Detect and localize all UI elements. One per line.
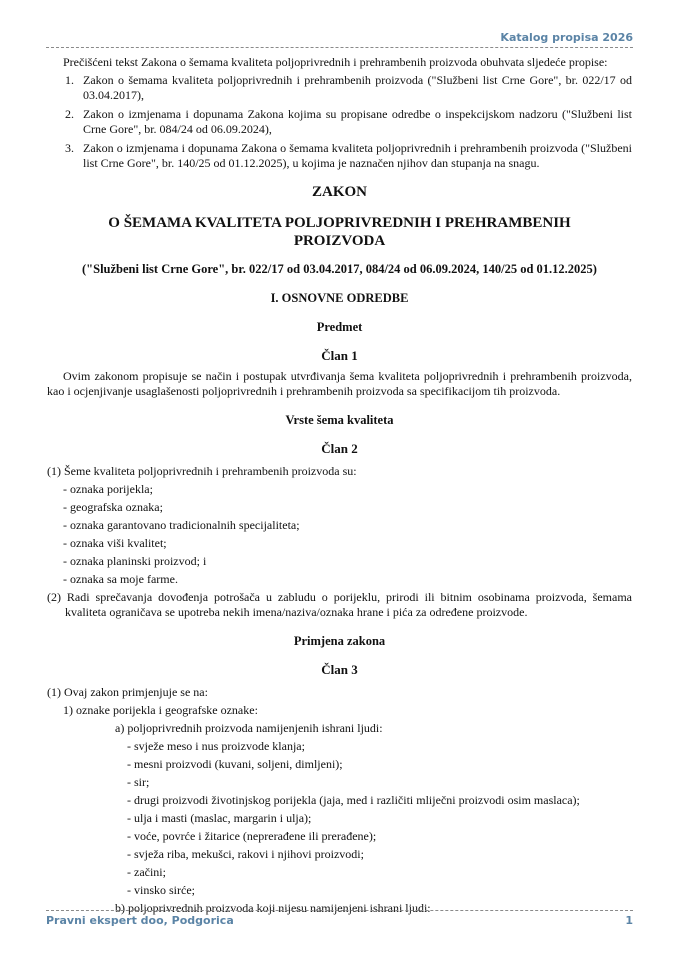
list-item: - oznaka viši kvalitet; [63, 536, 167, 550]
list-item: - drugi proizvodi životinjskog porijekla (jaja, med i različiti mliječni proizvodi osim maslaca); [127, 793, 580, 807]
subheading-primjena: Primjena zakona [293, 634, 386, 648]
article-1-text: Ovim zakonom propisuje se način i postupak utvrđivanja šema kvaliteta poljoprivrednih i prehrambenih proizvoda, kao i ocjenjivanje usaglašenosti poljoprivrednih i prehrambenih proizvoda sa specifikacijom tih proizvoda. [47, 369, 632, 398]
document-body [47, 55, 632, 917]
page-number: 1 [625, 914, 633, 927]
list-item: 3. Zakon o izmjenama i dopunama Zakona o šemama kvaliteta poljoprivrednih i prehrambenih proizvoda ("Službeni list Crne Gore", br. 140/25 od 01.12.2025), u kojima je naznačen njihov dan stupanja na snagu. [65, 141, 632, 170]
list-item: a) poljoprivrednih proizvoda namijenjenih ishrani ljudi: [115, 721, 383, 735]
list-item: - oznaka planinski proizvod; i [63, 554, 207, 568]
subheading-vrste: Vrste šema kvaliteta [285, 413, 394, 427]
article-2-p1: (1) Šeme kvaliteta poljoprivrednih i prehrambenih proizvoda su: [47, 464, 357, 478]
list-item: - oznaka sa moje farme. [63, 572, 178, 586]
list-item: - vinsko sirće; [127, 883, 195, 897]
article-1-title: Član 1 [321, 348, 358, 363]
list-item: - mesni proizvodi (kuvani, soljeni, dimljeni); [127, 757, 343, 771]
list-item: - svježa riba, mekušci, rakovi i njihovi proizvodi; [127, 847, 364, 861]
law-gazette: ("Službeni list Crne Gore", br. 022/17 od 03.04.2017, 084/24 od 06.09.2024, 140/25 od 01.12.2025) [82, 262, 597, 276]
list-item: b) poljoprivrednih proizvoda koji nijesu namijenjeni ishrani ljudi: [115, 901, 431, 915]
article-3-p1: (1) Ovaj zakon primjenjuje se na: [47, 685, 208, 699]
list-item: - geografska oznaka; [63, 500, 163, 514]
list-item: - oznaka garantovano tradicionalnih specijaliteta; [63, 518, 300, 532]
list-item: 1. Zakon o šemama kvaliteta poljoprivrednih i prehrambenih proizvoda ("Službeni list Crne Gore", br. 022/17 od 03.04.2017), [65, 73, 632, 102]
article-2-p2: (2) Radi sprečavanja dovođenja potrošača u zabludu o porijeklu, prirodi ili bitnim osobinama proizvoda, šemama kvaliteta ograničava se upotreba nekih imena/naziva/oznaka hrane i pića za određene proizvode. [47, 590, 632, 619]
article-3-title: Član 3 [321, 662, 358, 677]
law-title: O ŠEMAMA KVALITETA POLJOPRIVREDNIH I PREHRAMBENIH PROIZVODA [108, 215, 571, 249]
list-item: - oznaka porijekla; [63, 482, 153, 496]
catalog-title: Katalog propisa 2026 [500, 31, 633, 44]
article-2-title: Član 2 [321, 441, 358, 456]
page-footer [46, 910, 633, 929]
list-item: 2. Zakon o izmjenama i dopunama Zakona kojima su propisane odredbe o inspekcijskom nadzoru ("Službeni list Crne Gore", br. 084/24 od 06.09.2024), [65, 107, 632, 136]
list-item: - začini; [127, 865, 166, 879]
publisher-name: Pravni ekspert doo, Podgorica [46, 914, 234, 927]
subheading-predmet: Predmet [316, 320, 363, 334]
list-item: - voće, povrće i žitarice (neprerađene ili prerađene); [127, 829, 377, 843]
list-item: - sir; [127, 775, 150, 789]
list-item: 1) oznake porijekla i geografske oznake: [63, 703, 258, 717]
list-item: - ulja i masti (maslac, margarin i ulja); [127, 811, 312, 825]
intro-list [47, 73, 632, 171]
law-label: ZAKON [311, 184, 367, 200]
intro-text: Prečišćeni tekst Zakona o šemama kvaliteta poljoprivrednih i prehrambenih proizvoda obuhvata sljedeće propise: [63, 55, 608, 69]
section-title: I. OSNOVNE ODREDBE [270, 291, 409, 305]
list-item: - svježe meso i nus proizvode klanja; [127, 739, 305, 753]
page-header [46, 31, 633, 48]
